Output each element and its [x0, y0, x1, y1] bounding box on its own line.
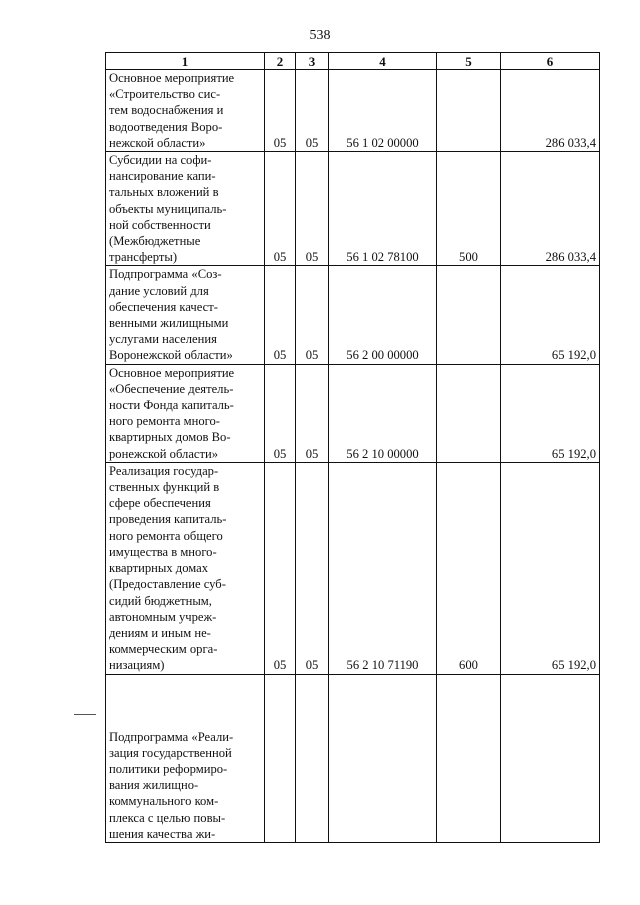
row-name-line: Подпрограмма «Реали-	[109, 729, 234, 744]
subsection-code-cell: 05	[296, 70, 329, 152]
row-name-line: обеспечения качест-	[109, 299, 218, 314]
target-article-cell: 56 1 02 78100	[329, 152, 437, 266]
row-name-line: ронежской области»	[109, 446, 219, 461]
amount-cell: 65 192,0	[501, 462, 600, 674]
amount-cell: 286 033,4	[501, 152, 600, 266]
row-name-line: водоотведения Воро-	[109, 119, 223, 134]
table-body	[106, 70, 600, 843]
target-article-cell: 56 2 10 00000	[329, 364, 437, 462]
row-name-cell	[106, 266, 265, 364]
amount-cell: 65 192,0	[501, 266, 600, 364]
subsection-code-cell: 05	[296, 152, 329, 266]
amount-cell	[501, 674, 600, 842]
row-name-line: квартирных домов Во-	[109, 430, 231, 445]
table-row	[106, 364, 600, 462]
section-code-cell: 05	[265, 364, 296, 462]
subsection-code-cell: 05	[296, 462, 329, 674]
header-row	[106, 53, 600, 70]
row-name-line: коммерческим орга-	[109, 642, 218, 657]
row-name-line: услугами населения	[109, 332, 217, 347]
section-code-cell	[265, 674, 296, 842]
row-name-line: (Предоставление суб-	[109, 577, 226, 592]
subsection-code-cell	[296, 674, 329, 842]
row-name-line: Реализация государ-	[109, 463, 219, 478]
row-name-line: плекса с целью повы-	[109, 810, 226, 825]
row-name-line: тальных вложений в	[109, 185, 219, 200]
table-row	[106, 674, 600, 842]
row-name-cell	[106, 70, 265, 152]
target-article-cell: 56 1 02 00000	[329, 70, 437, 152]
header-col-1: 1	[106, 53, 265, 70]
row-name-line: тем водоснабжения и	[109, 103, 224, 118]
row-name-line: нансирование капи-	[109, 169, 216, 184]
table-row	[106, 152, 600, 266]
header-col-6: 6	[501, 53, 600, 70]
row-name-line: квартирных домах	[109, 561, 209, 576]
row-name-line: зация государственной	[109, 745, 232, 760]
expense-type-cell	[437, 266, 501, 364]
table-row	[106, 70, 600, 152]
row-name-cell	[106, 462, 265, 674]
expense-type-cell: 500	[437, 152, 501, 266]
row-name-line: Подпрограмма «Соз-	[109, 267, 222, 282]
amount-cell: 65 192,0	[501, 364, 600, 462]
section-code-cell: 05	[265, 70, 296, 152]
row-name-line: (Межбюджетные	[109, 234, 201, 249]
row-name-line: «Обеспечение деятель-	[109, 381, 234, 396]
amount-cell: 286 033,4	[501, 70, 600, 152]
row-name-line: ного ремонта много-	[109, 414, 220, 429]
row-name-line: сфере обеспечения	[109, 496, 211, 511]
page-number: 538	[309, 28, 331, 43]
row-name-line: ственных функций в	[109, 480, 220, 495]
budget-table	[105, 52, 600, 843]
subsection-code-cell: 05	[296, 364, 329, 462]
table-row	[106, 266, 600, 364]
header-col-2: 2	[265, 53, 296, 70]
row-name-cell	[106, 364, 265, 462]
expense-type-cell	[437, 70, 501, 152]
row-name-line: ности Фонда капиталь-	[109, 398, 234, 413]
row-name-line: сидий бюджетным,	[109, 593, 212, 608]
header-col-4: 4	[329, 53, 437, 70]
row-name-line: Субсидии на софи-	[109, 153, 212, 168]
row-name-line: дание условий для	[109, 283, 209, 298]
expense-type-cell: 600	[437, 462, 501, 674]
row-name-line: политики реформиро-	[109, 761, 228, 776]
row-name-line: Основное мероприятие	[109, 365, 235, 380]
row-name-line: ной собственности	[109, 217, 211, 232]
row-name-line: нежской области»	[109, 135, 206, 150]
row-name-line: вания жилищно-	[109, 778, 199, 793]
row-name-line: коммунального ком-	[109, 794, 219, 809]
subsection-code-cell: 05	[296, 266, 329, 364]
row-name-line: венными жилищными	[109, 316, 229, 331]
section-code-cell: 05	[265, 462, 296, 674]
row-name-line: шения качества жи-	[109, 826, 216, 841]
row-name-line: Основное мероприятие	[109, 71, 235, 85]
row-name-cell	[106, 152, 265, 266]
row-name-line: имущества в много-	[109, 544, 217, 559]
row-name-line: автономным учреж-	[109, 609, 217, 624]
row-name-line: дениям и иным не-	[109, 625, 211, 640]
margin-mark	[74, 714, 96, 715]
row-name-line: ного ремонта общего	[109, 528, 223, 543]
row-name-line: низациям)	[109, 658, 165, 673]
row-name-line: трансферты)	[109, 250, 178, 265]
target-article-cell: 56 2 10 71190	[329, 462, 437, 674]
header-col-3: 3	[296, 53, 329, 70]
section-code-cell: 05	[265, 152, 296, 266]
row-name-line: «Строительство сис-	[109, 87, 221, 102]
row-name-line: объекты муниципаль-	[109, 201, 227, 216]
table-row	[106, 462, 600, 674]
section-code-cell: 05	[265, 266, 296, 364]
target-article-cell: 56 2 00 00000	[329, 266, 437, 364]
expense-type-cell	[437, 364, 501, 462]
header-col-5: 5	[437, 53, 501, 70]
row-name-line: проведения капиталь-	[109, 512, 227, 527]
expense-type-cell	[437, 674, 501, 842]
row-name-cell	[106, 674, 265, 842]
target-article-cell	[329, 674, 437, 842]
row-name-line: Воронежской области»	[109, 348, 233, 363]
